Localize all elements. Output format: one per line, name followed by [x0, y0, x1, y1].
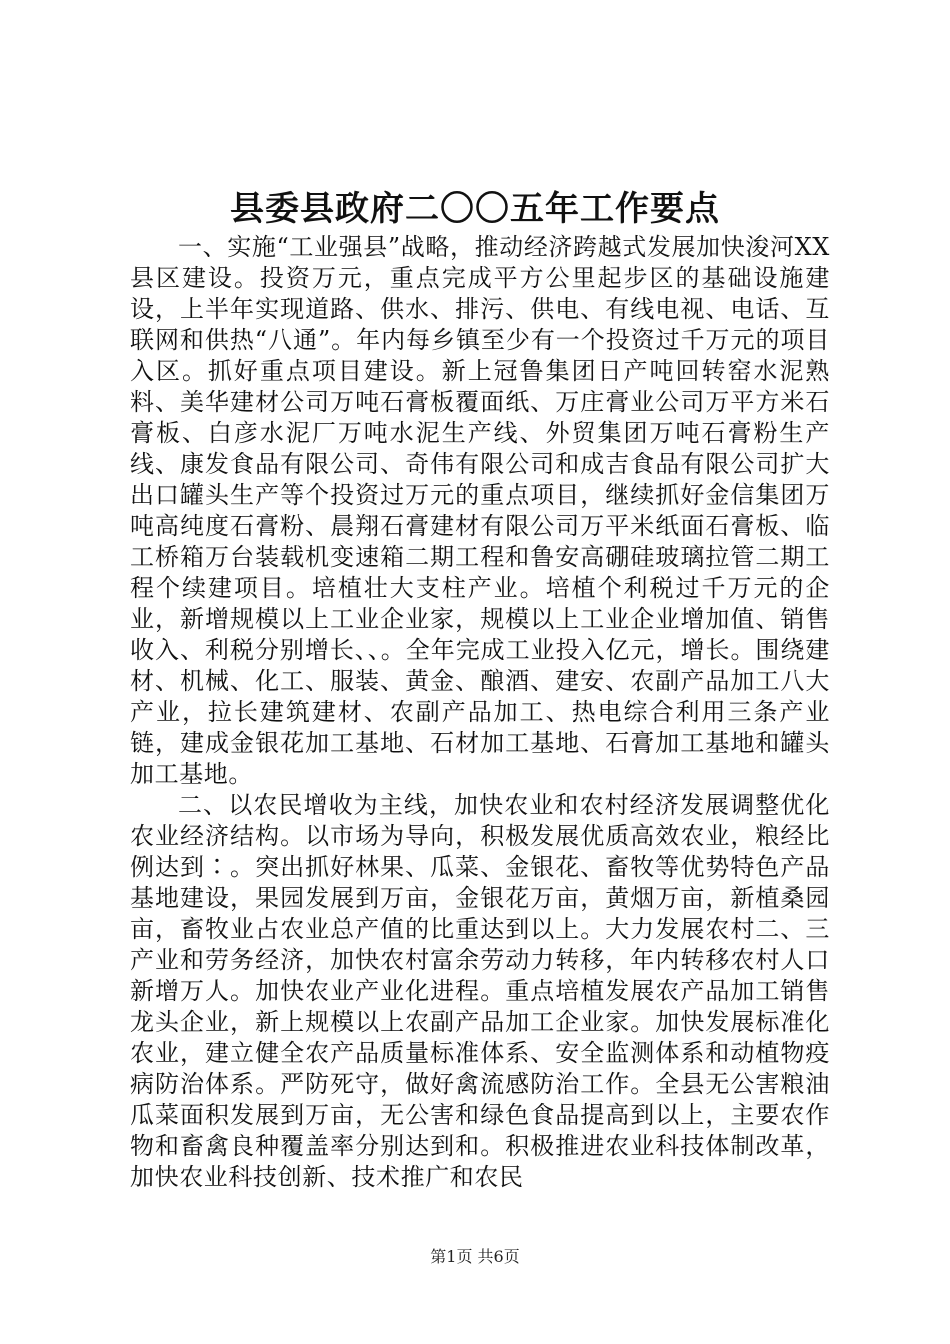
- paragraph-2: 二、以农民增收为主线，加快农业和农村经济发展调整优化农业经济结构。以市场为导向，积极发展优质高效农业，粮经比例达到∶。突出抓好林果、瓜菜、金银花、畜牧等优势特色产品基地建设，果园发展到万亩，金银花万亩，黄烟万亩，新植桑园亩，畜牧业占农业总产值的比重达到以上。大力发展农村二、三产业和劳务经济，加快农村富余劳动力转移，年内转移农村人口新增万人。加快农业产业化进程。重点培植发展农产品加工销售龙头企业，新上规模以上农副产品加工企业家。加快发展标准化农业，建立健全农产品质量标准体系、安全监测体系和动植物疫病防治体系。严防死守，做好禽流感防治工作。全县无公害粮油瓜菜面积发展到万亩，无公害和绿色食品提高到以上，主要农作物和畜禽良种覆盖率分别达到和。积极推进农业科技体制改革，加快农业科技创新、技术推广和农民: [130, 791, 830, 1191]
- paragraph-1: 一、实施“工业强县”战略，推动经济跨越式发展加快浚河XX县区建设。投资万元，重点完成平方公里起步区的基础设施建设，上半年实现道路、供水、排污、供电、有线电视、电话、互联网和供热“八通”。年内每乡镇至少有一个投资过千万元的项目入区。抓好重点项目建设。新上冠鲁集团日产吨回转窑水泥熟料、美华建材公司万吨石膏板覆面纸、万庄膏业公司万平方米石膏板、白彦水泥厂万吨水泥生产线、外贸集团万吨石膏粉生产线、康发食品有限公司、奇伟有限公司和成吉食品有限公司扩大出口罐头生产等个投资过万元的重点项目，继续抓好金信集团万吨高纯度石膏粉、晨翔石膏建材有限公司万平米纸面石膏板、临工桥箱万台装载机变速箱二期工程和鲁安高硼硅玻璃拉管二期工程个续建项目。培植壮大支柱产业。培植个利税过千万元的企业，新增规模以上工业企业家，规模以上工业企业增加值、销售收入、利税分别增长、、。全年完成工业投入亿元，增长。围绕建材、机械、化工、服装、黄金、酿酒、建安、农副产品加工八大产业，拉长建筑建材、农副产品加工、热电综合利用三条产业链，建成金银花加工基地、石材加工基地、石膏加工基地和罐头加工基地。: [130, 233, 830, 788]
- page-footer: 第1页 共6页: [430, 1247, 520, 1266]
- document-title: 县委县政府二〇〇五年工作要点: [230, 189, 720, 229]
- document-body: [130, 232, 830, 1193]
